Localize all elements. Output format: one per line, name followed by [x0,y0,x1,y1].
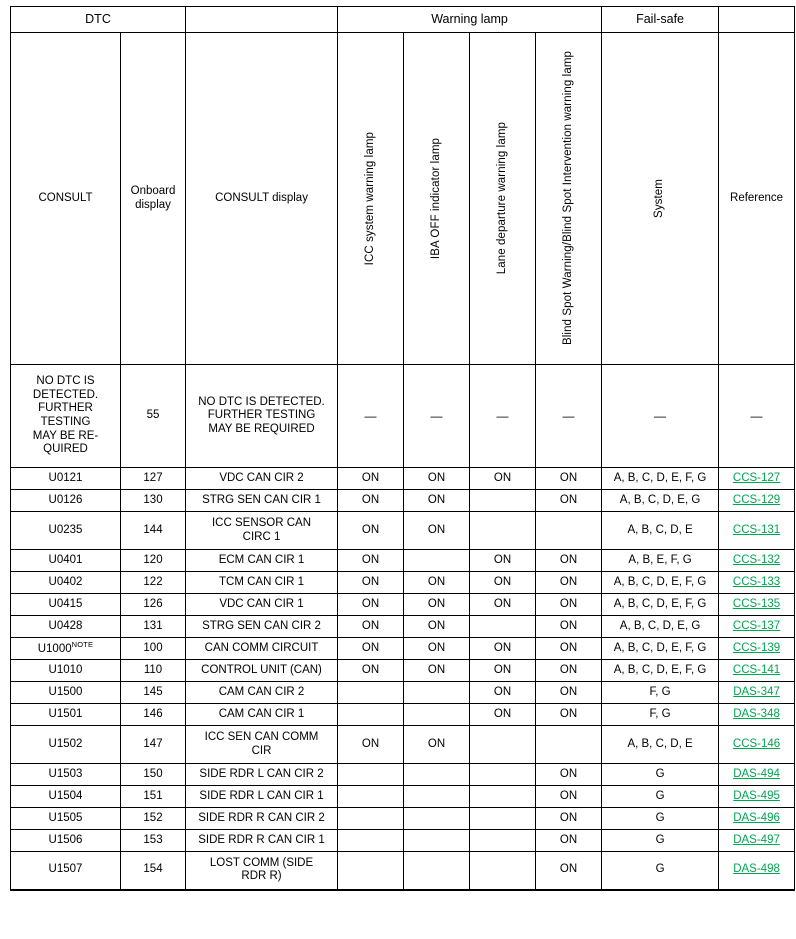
cell-reference [719,830,795,852]
cell-blind-spot-warning-lamp: ON [536,638,602,660]
table-row [11,764,795,786]
cell-consult-display: CONTROL UNIT (CAN) [186,660,338,682]
cell-iba-off-indicator-lamp [404,704,470,726]
vertical-label-wrap [472,36,533,362]
cell-onboard-display: 100 [121,638,186,660]
vertical-label-wrap [340,36,401,362]
cell-blind-spot-warning-lamp: ON [536,490,602,512]
cell-consult-code: U0428 [48,619,83,632]
table-row [11,572,795,594]
reference-link[interactable]: CCS-131 [732,523,781,536]
cell-iba-off-indicator-lamp: ON [404,616,470,638]
cell-consult [11,468,121,490]
table-row [11,594,795,616]
cell-blind-spot-warning-lamp: — [536,365,602,468]
reference-link[interactable]: DAS-348 [733,707,780,720]
cell-iba-off-indicator-lamp: ON [404,468,470,490]
cell-consult-display [186,726,338,764]
cell-onboard-display: 131 [121,616,186,638]
reference-link[interactable]: CCS-132 [732,553,781,566]
cell-icc-system-warning-lamp: ON [338,638,404,660]
cell-reference [719,786,795,808]
cell-lane-departure-warning-lamp: ON [470,572,536,594]
table-row [11,786,795,808]
cell-reference [719,852,795,890]
cell-consult-display-line: ICC SEN CAN COMM [204,730,319,743]
cell-icc-system-warning-lamp: ON [338,512,404,550]
cell-onboard-display: 145 [121,682,186,704]
cell-consult-code: U1503 [48,767,83,780]
cell-system: G [602,852,719,890]
cell-lane-departure-warning-lamp: ON [470,660,536,682]
cell-lane-departure-warning-lamp [470,616,536,638]
cell-system: A, B, C, D, E, G [602,616,719,638]
cell-blind-spot-warning-lamp: ON [536,682,602,704]
header-col-consult-display [186,33,338,365]
cell-consult-code: U1507 [48,863,83,876]
table-header [11,7,795,365]
cell-system: A, B, C, D, E [602,726,719,764]
cell-consult-display: SIDE RDR L CAN CIR 2 [186,764,338,786]
cell-consult [11,726,121,764]
reference-link[interactable]: DAS-494 [733,767,780,780]
table-row [11,808,795,830]
reference-link[interactable]: DAS-498 [733,863,780,876]
cell-iba-off-indicator-lamp: ON [404,490,470,512]
reference-link[interactable]: DAS-495 [733,789,780,802]
cell-blind-spot-warning-lamp: ON [536,660,602,682]
table-row [11,852,795,890]
cell-consult-display [186,365,338,468]
cell-iba-off-indicator-lamp: ON [404,726,470,764]
cell-consult [11,365,121,468]
cell-reference [719,682,795,704]
cell-consult [11,490,121,512]
cell-blind-spot-warning-lamp: ON [536,616,602,638]
cell-icc-system-warning-lamp [338,852,404,890]
cell-system: F, G [602,704,719,726]
cell-consult-code: U1501 [48,707,83,720]
cell-onboard-display: 151 [121,786,186,808]
cell-icc-system-warning-lamp [338,808,404,830]
cell-onboard-display: 122 [121,572,186,594]
cell-consult-code: U1010 [48,663,83,676]
cell-consult-display: CAM CAN CIR 2 [186,682,338,704]
header-group-blank [186,7,338,33]
cell-reference [719,594,795,616]
cell-lane-departure-warning-lamp [470,764,536,786]
cell-consult-code: U1502 [48,737,83,750]
cell-system: G [602,786,719,808]
cell-consult [11,830,121,852]
cell-consult-display: CAM CAN CIR 1 [186,704,338,726]
cell-lane-departure-warning-lamp [470,808,536,830]
cell-icc-system-warning-lamp: ON [338,572,404,594]
cell-consult-line: MAY BE RE- [32,429,99,442]
cell-consult-display: SIDE RDR L CAN CIR 1 [186,786,338,808]
cell-iba-off-indicator-lamp: ON [404,594,470,616]
cell-onboard-display: 152 [121,808,186,830]
cell-onboard-display: 150 [121,764,186,786]
header-col-blind-label: Blind Spot Warning/Blind Spot Intervention warning lamp [561,51,574,346]
cell-consult-line: TESTING [40,416,91,428]
table-row [11,682,795,704]
cell-system: F, G [602,682,719,704]
cell-iba-off-indicator-lamp [404,550,470,572]
cell-reference: — [719,365,795,468]
cell-lane-departure-warning-lamp: ON [470,594,536,616]
cell-icc-system-warning-lamp [338,704,404,726]
cell-lane-departure-warning-lamp [470,830,536,852]
cell-iba-off-indicator-lamp [404,682,470,704]
cell-consult [11,638,121,660]
reference-link[interactable]: CCS-129 [732,493,781,506]
reference-link[interactable]: CCS-146 [732,737,781,750]
cell-onboard-display: 127 [121,468,186,490]
vertical-label-wrap [538,36,599,362]
cell-consult [11,572,121,594]
cell-reference [719,490,795,512]
table-body [11,365,795,890]
header-col-icc-label: ICC system warning lamp [363,131,376,266]
note-superscript: NOTE [71,639,94,649]
cell-lane-departure-warning-lamp [470,490,536,512]
cell-lane-departure-warning-lamp [470,726,536,764]
cell-consult-code: U0402 [48,575,83,588]
cell-blind-spot-warning-lamp: ON [536,852,602,890]
cell-blind-spot-warning-lamp [536,512,602,550]
cell-system: A, B, C, D, E, F, G [602,468,719,490]
cell-consult [11,594,121,616]
header-col-lane-label: Lane departure warning lamp [495,122,508,275]
cell-icc-system-warning-lamp: — [338,365,404,468]
cell-consult-line: FURTHER [38,402,93,415]
header-group-dtc: DTC [11,7,186,33]
header-col-reference [719,33,795,365]
header-col-icc-system-warning-lamp [338,33,404,365]
cell-consult-line: NO DTC IS [36,375,95,388]
table-row [11,365,795,468]
cell-consult-display: VDC CAN CIR 2 [186,468,338,490]
reference-link[interactable]: CCS-133 [732,575,781,588]
header-group-blank-reference [719,7,795,33]
reference-link[interactable]: CCS-141 [732,663,781,676]
cell-onboard-display: 120 [121,550,186,572]
cell-consult-code: U1000 [37,642,72,655]
cell-consult [11,764,121,786]
cell-icc-system-warning-lamp [338,786,404,808]
header-col-consult-display-label: CONSULT display [215,191,308,204]
cell-blind-spot-warning-lamp: ON [536,594,602,616]
cell-system: G [602,830,719,852]
cell-iba-off-indicator-lamp: ON [404,512,470,550]
table-row [11,704,795,726]
cell-lane-departure-warning-lamp: ON [470,638,536,660]
cell-consult-code: U0415 [48,597,83,610]
cell-consult-display [186,852,338,890]
cell-onboard-display: 130 [121,490,186,512]
cell-icc-system-warning-lamp: ON [338,726,404,764]
cell-iba-off-indicator-lamp: — [404,365,470,468]
header-col-onboard-display-line2: display [135,198,171,211]
cell-lane-departure-warning-lamp: — [470,365,536,468]
cell-reference [719,764,795,786]
table-row [11,468,795,490]
cell-consult-code: U0401 [48,553,83,566]
reference-link[interactable]: DAS-496 [733,811,780,824]
cell-system: G [602,764,719,786]
reference-link[interactable]: CCS-135 [732,597,781,610]
cell-consult-display: SIDE RDR R CAN CIR 1 [186,830,338,852]
cell-lane-departure-warning-lamp [470,512,536,550]
cell-reference [719,638,795,660]
cell-icc-system-warning-lamp: ON [338,468,404,490]
cell-consult [11,704,121,726]
cell-reference [719,808,795,830]
reference-link[interactable]: CCS-137 [732,619,781,632]
cell-iba-off-indicator-lamp [404,764,470,786]
header-col-onboard-display [121,33,186,365]
cell-consult-display [186,512,338,550]
cell-reference [719,572,795,594]
cell-consult-display-line: NO DTC IS DETECTED. [198,395,325,408]
cell-blind-spot-warning-lamp: ON [536,764,602,786]
vertical-label-wrap [604,36,716,362]
cell-consult-display: TCM CAN CIR 1 [186,572,338,594]
cell-onboard-display: 154 [121,852,186,890]
cell-consult-display-line: CIRC 1 [242,530,281,543]
cell-consult-code: U1505 [48,811,83,824]
reference-link[interactable]: DAS-347 [733,685,780,698]
cell-blind-spot-warning-lamp: ON [536,468,602,490]
cell-consult-display-line: FURTHER TESTING [207,409,316,422]
header-group-row [11,7,795,33]
reference-link[interactable]: CCS-127 [732,471,781,484]
header-col-system [602,33,719,365]
header-col-system-label: System [653,179,666,218]
table-row [11,490,795,512]
cell-blind-spot-warning-lamp: ON [536,550,602,572]
cell-consult-code: U1504 [48,789,83,802]
vertical-label-wrap [406,36,467,362]
cell-iba-off-indicator-lamp [404,808,470,830]
cell-onboard-display: 147 [121,726,186,764]
reference-link[interactable]: CCS-139 [732,641,781,654]
cell-icc-system-warning-lamp: ON [338,490,404,512]
reference-link[interactable]: DAS-497 [733,833,780,846]
cell-iba-off-indicator-lamp [404,786,470,808]
cell-reference [719,726,795,764]
header-col-onboard-display-line1: Onboard [130,184,176,197]
cell-consult-code: U0235 [48,523,83,536]
header-col-consult [11,33,121,365]
cell-consult-display-line: LOST COMM (SIDE [209,856,314,869]
cell-onboard-display: 55 [121,365,186,468]
cell-system: A, B, C, D, E, F, G [602,594,719,616]
cell-reference [719,660,795,682]
cell-iba-off-indicator-lamp: ON [404,660,470,682]
cell-onboard-display: 153 [121,830,186,852]
cell-consult-display: ECM CAN CIR 1 [186,550,338,572]
cell-blind-spot-warning-lamp: ON [536,572,602,594]
cell-consult [11,852,121,890]
cell-system: A, B, C, D, E, G [602,490,719,512]
header-col-iba-label: IBA OFF indicator lamp [429,137,442,260]
cell-consult-display-line: CIR [251,744,272,757]
cell-system: A, B, C, D, E [602,512,719,550]
cell-lane-departure-warning-lamp: ON [470,468,536,490]
cell-consult-code: U1500 [48,685,83,698]
header-col-reference-label: Reference [730,191,784,204]
cell-reference [719,512,795,550]
header-group-fail-safe: Fail-safe [602,7,719,33]
cell-icc-system-warning-lamp [338,764,404,786]
cell-iba-off-indicator-lamp: ON [404,572,470,594]
cell-lane-departure-warning-lamp: ON [470,550,536,572]
cell-icc-system-warning-lamp: ON [338,660,404,682]
cell-lane-departure-warning-lamp [470,786,536,808]
cell-consult-display: STRG SEN CAN CIR 2 [186,616,338,638]
dtc-index-table [10,6,795,891]
cell-lane-departure-warning-lamp [470,852,536,890]
cell-lane-departure-warning-lamp: ON [470,682,536,704]
cell-system: — [602,365,719,468]
header-column-row [11,33,795,365]
table-row [11,550,795,572]
cell-consult [11,660,121,682]
cell-consult [11,616,121,638]
header-col-lane-departure-warning-lamp [470,33,536,365]
cell-consult [11,786,121,808]
cell-lane-departure-warning-lamp: ON [470,704,536,726]
table-row [11,726,795,764]
cell-iba-off-indicator-lamp: ON [404,638,470,660]
cell-consult [11,512,121,550]
cell-blind-spot-warning-lamp: ON [536,808,602,830]
table-row [11,638,795,660]
cell-onboard-display: 146 [121,704,186,726]
cell-system: A, B, C, D, E, F, G [602,638,719,660]
cell-icc-system-warning-lamp: ON [338,550,404,572]
cell-consult [11,682,121,704]
cell-system: G [602,808,719,830]
cell-consult-code: U1506 [48,833,83,846]
cell-consult-display-line: RDR R) [241,870,282,883]
cell-iba-off-indicator-lamp [404,852,470,890]
cell-consult-line: QUIRED [43,443,88,456]
cell-onboard-display: 144 [121,512,186,550]
cell-blind-spot-warning-lamp: ON [536,786,602,808]
cell-consult-line: DETECTED. [32,388,99,401]
cell-consult-display: SIDE RDR R CAN CIR 2 [186,808,338,830]
cell-reference [719,468,795,490]
cell-blind-spot-warning-lamp [536,726,602,764]
cell-reference [719,550,795,572]
cell-consult-code: U0126 [48,493,83,506]
cell-reference [719,704,795,726]
cell-icc-system-warning-lamp [338,830,404,852]
cell-icc-system-warning-lamp [338,682,404,704]
cell-consult-display: VDC CAN CIR 1 [186,594,338,616]
cell-consult-display-line: MAY BE REQUIRED [208,422,315,435]
cell-system: A, B, C, D, E, F, G [602,660,719,682]
cell-reference [719,616,795,638]
table-row [11,616,795,638]
header-col-consult-label: CONSULT [38,191,93,204]
cell-consult-display: STRG SEN CAN CIR 1 [186,490,338,512]
cell-system: A, B, E, F, G [602,550,719,572]
cell-onboard-display: 126 [121,594,186,616]
cell-system: A, B, C, D, E, F, G [602,572,719,594]
header-col-blind-spot-warning-lamp [536,33,602,365]
cell-onboard-display: 110 [121,660,186,682]
cell-icc-system-warning-lamp: ON [338,594,404,616]
cell-consult [11,808,121,830]
cell-consult-code: U0121 [48,471,83,484]
header-col-iba-off-indicator-lamp [404,33,470,365]
cell-iba-off-indicator-lamp [404,830,470,852]
cell-consult [11,550,121,572]
table-row [11,512,795,550]
cell-blind-spot-warning-lamp: ON [536,830,602,852]
table-row [11,830,795,852]
cell-blind-spot-warning-lamp: ON [536,704,602,726]
cell-icc-system-warning-lamp: ON [338,616,404,638]
table-row [11,660,795,682]
header-group-warning-lamp: Warning lamp [338,7,602,33]
cell-consult-display: CAN COMM CIRCUIT [186,638,338,660]
cell-consult-display-line: ICC SENSOR CAN [211,516,312,529]
